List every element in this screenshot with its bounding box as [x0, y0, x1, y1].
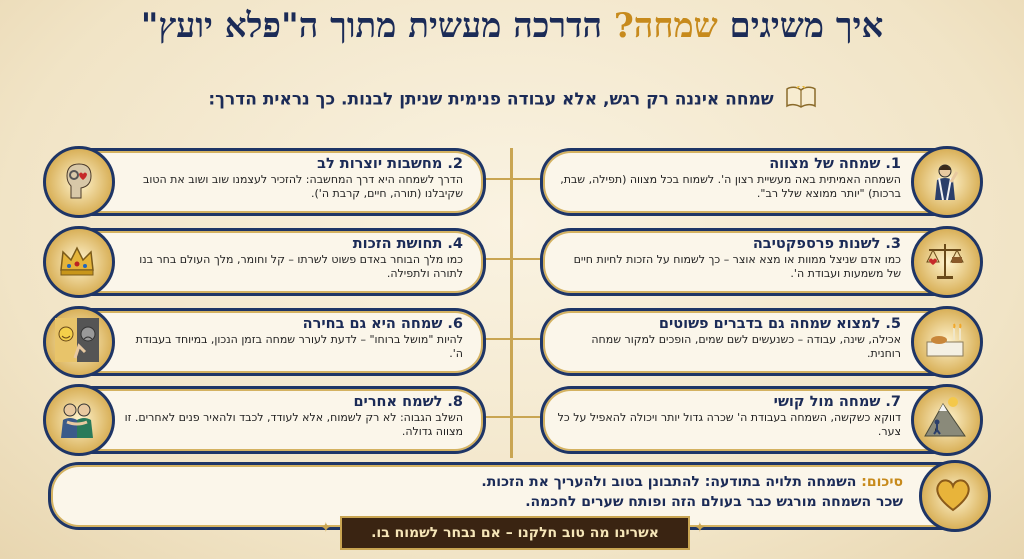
card-body: כמו אדם שניצל ממוות או מצא אוצר – כך לשמוח על הזכות לחיות חיים של משמעות ועבודת ה'.: [573, 253, 901, 280]
card-body: הדרך לשמחה היא דרך המחשבה: להזכיר לעצמנו שוב ושוב את הטוב שקיבלנו (תורה, חיים, קרבת ה').: [143, 173, 463, 200]
connector: [483, 416, 510, 418]
card-3: [540, 228, 978, 296]
mountain-climber-icon: [911, 384, 983, 456]
card-body: השלב הגבוה: לא רק לשמוח, אלא לעודד, לכבד ולהאיר פנים לאחרים. זו מצווה גדולה.: [124, 411, 463, 438]
sparkle-icon: ✦: [320, 520, 332, 536]
connector: [513, 178, 540, 180]
connector: [513, 416, 540, 418]
card-4: [48, 228, 486, 296]
card-2: [48, 148, 486, 216]
book-icon: [786, 86, 816, 113]
card-body: להיות "מושל ברוחו" – לדעת לעורר שמחה בזמן הנכון, במיוחד בעבודת ה'.: [135, 333, 463, 360]
scales-icon: [911, 226, 983, 298]
card-title: 3. לשנות פרספקטיבה: [752, 236, 901, 252]
card-title: 7. שמחה מול קושי: [773, 394, 901, 410]
golden-heart-icon: [919, 460, 991, 532]
crown-icon: [43, 226, 115, 298]
card-1: [540, 148, 978, 216]
card-title: 5. למצוא שמחה גם בדברים פשוטים: [658, 316, 901, 332]
mind-heart-icon: [43, 146, 115, 218]
title-highlight: שמחה?: [613, 6, 718, 46]
connector: [483, 178, 510, 180]
summary-lead: סיכום:: [861, 474, 903, 490]
card-8: [48, 386, 486, 454]
choice-faces-icon: [43, 306, 115, 378]
subtitle: [0, 86, 1024, 113]
card-title: 8. לשמח אחרים: [353, 394, 463, 410]
subtitle-text: שמחה איננה רק רגש, אלא עבודה פנימית שניתן לבנות. כך נראית הדרך:: [208, 89, 774, 110]
connector: [483, 338, 510, 340]
card-5: [540, 308, 978, 376]
card-6: [48, 308, 486, 376]
shabbat-table-icon: [911, 306, 983, 378]
title-suffix: הדרכה מעשית מתוך ה"פלא יועץ": [140, 6, 614, 46]
card-body: כמו מלך הבוחר באדם פשוט לשרתו – קל וחומר, מלך העולם בחר בנו לתורה ולתפילה.: [139, 253, 463, 280]
summary-line-1: [91, 472, 903, 492]
card-title: 4. תחושת הזכות: [352, 236, 463, 252]
praying-man-icon: [911, 146, 983, 218]
card-7: [540, 386, 978, 454]
summary-line-2: שכר השמחה מורגש כבר בעולם הזה ופותח שערים לחכמה.: [525, 494, 903, 510]
card-title: 6. שמחה היא גם בחירה: [302, 316, 463, 332]
card-title: 2. מחשבות יוצרות לב: [317, 156, 463, 172]
connector: [483, 258, 510, 260]
closing-banner: אשרינו מה טוב חלקנו – אם נבחר לשמוח בו.: [340, 516, 690, 550]
card-body: אכילה, שינה, עבודה – כשנעשים לשם שמים, הופכים למקור שמחה רוחנית.: [591, 333, 901, 360]
page-title: [0, 6, 1024, 58]
title-prefix: איך משיגים: [717, 6, 884, 46]
sparkle-icon: ✦: [694, 520, 706, 536]
connector: [513, 338, 540, 340]
connector: [513, 258, 540, 260]
central-spine: [510, 148, 513, 458]
card-body: השמחה האמיתית באה מעשיית רצון ה'. לשמוח בכל מצווה (תפילה, שבת, ברכות) "יותר ממוצא שלל רב".: [560, 173, 901, 200]
card-title: 1. שמחה של מצווה: [769, 156, 901, 172]
card-body: דווקא כשקשה, השמחה בעבודת ה' שכרה גדול יותר ויכולה להאפיל על כל צער.: [557, 411, 901, 438]
friends-hug-icon: [43, 384, 115, 456]
summary-line1-text: השמחה תלויה בתודעה: להתבונן בטוב ולהעריך את הזכות.: [481, 474, 862, 490]
